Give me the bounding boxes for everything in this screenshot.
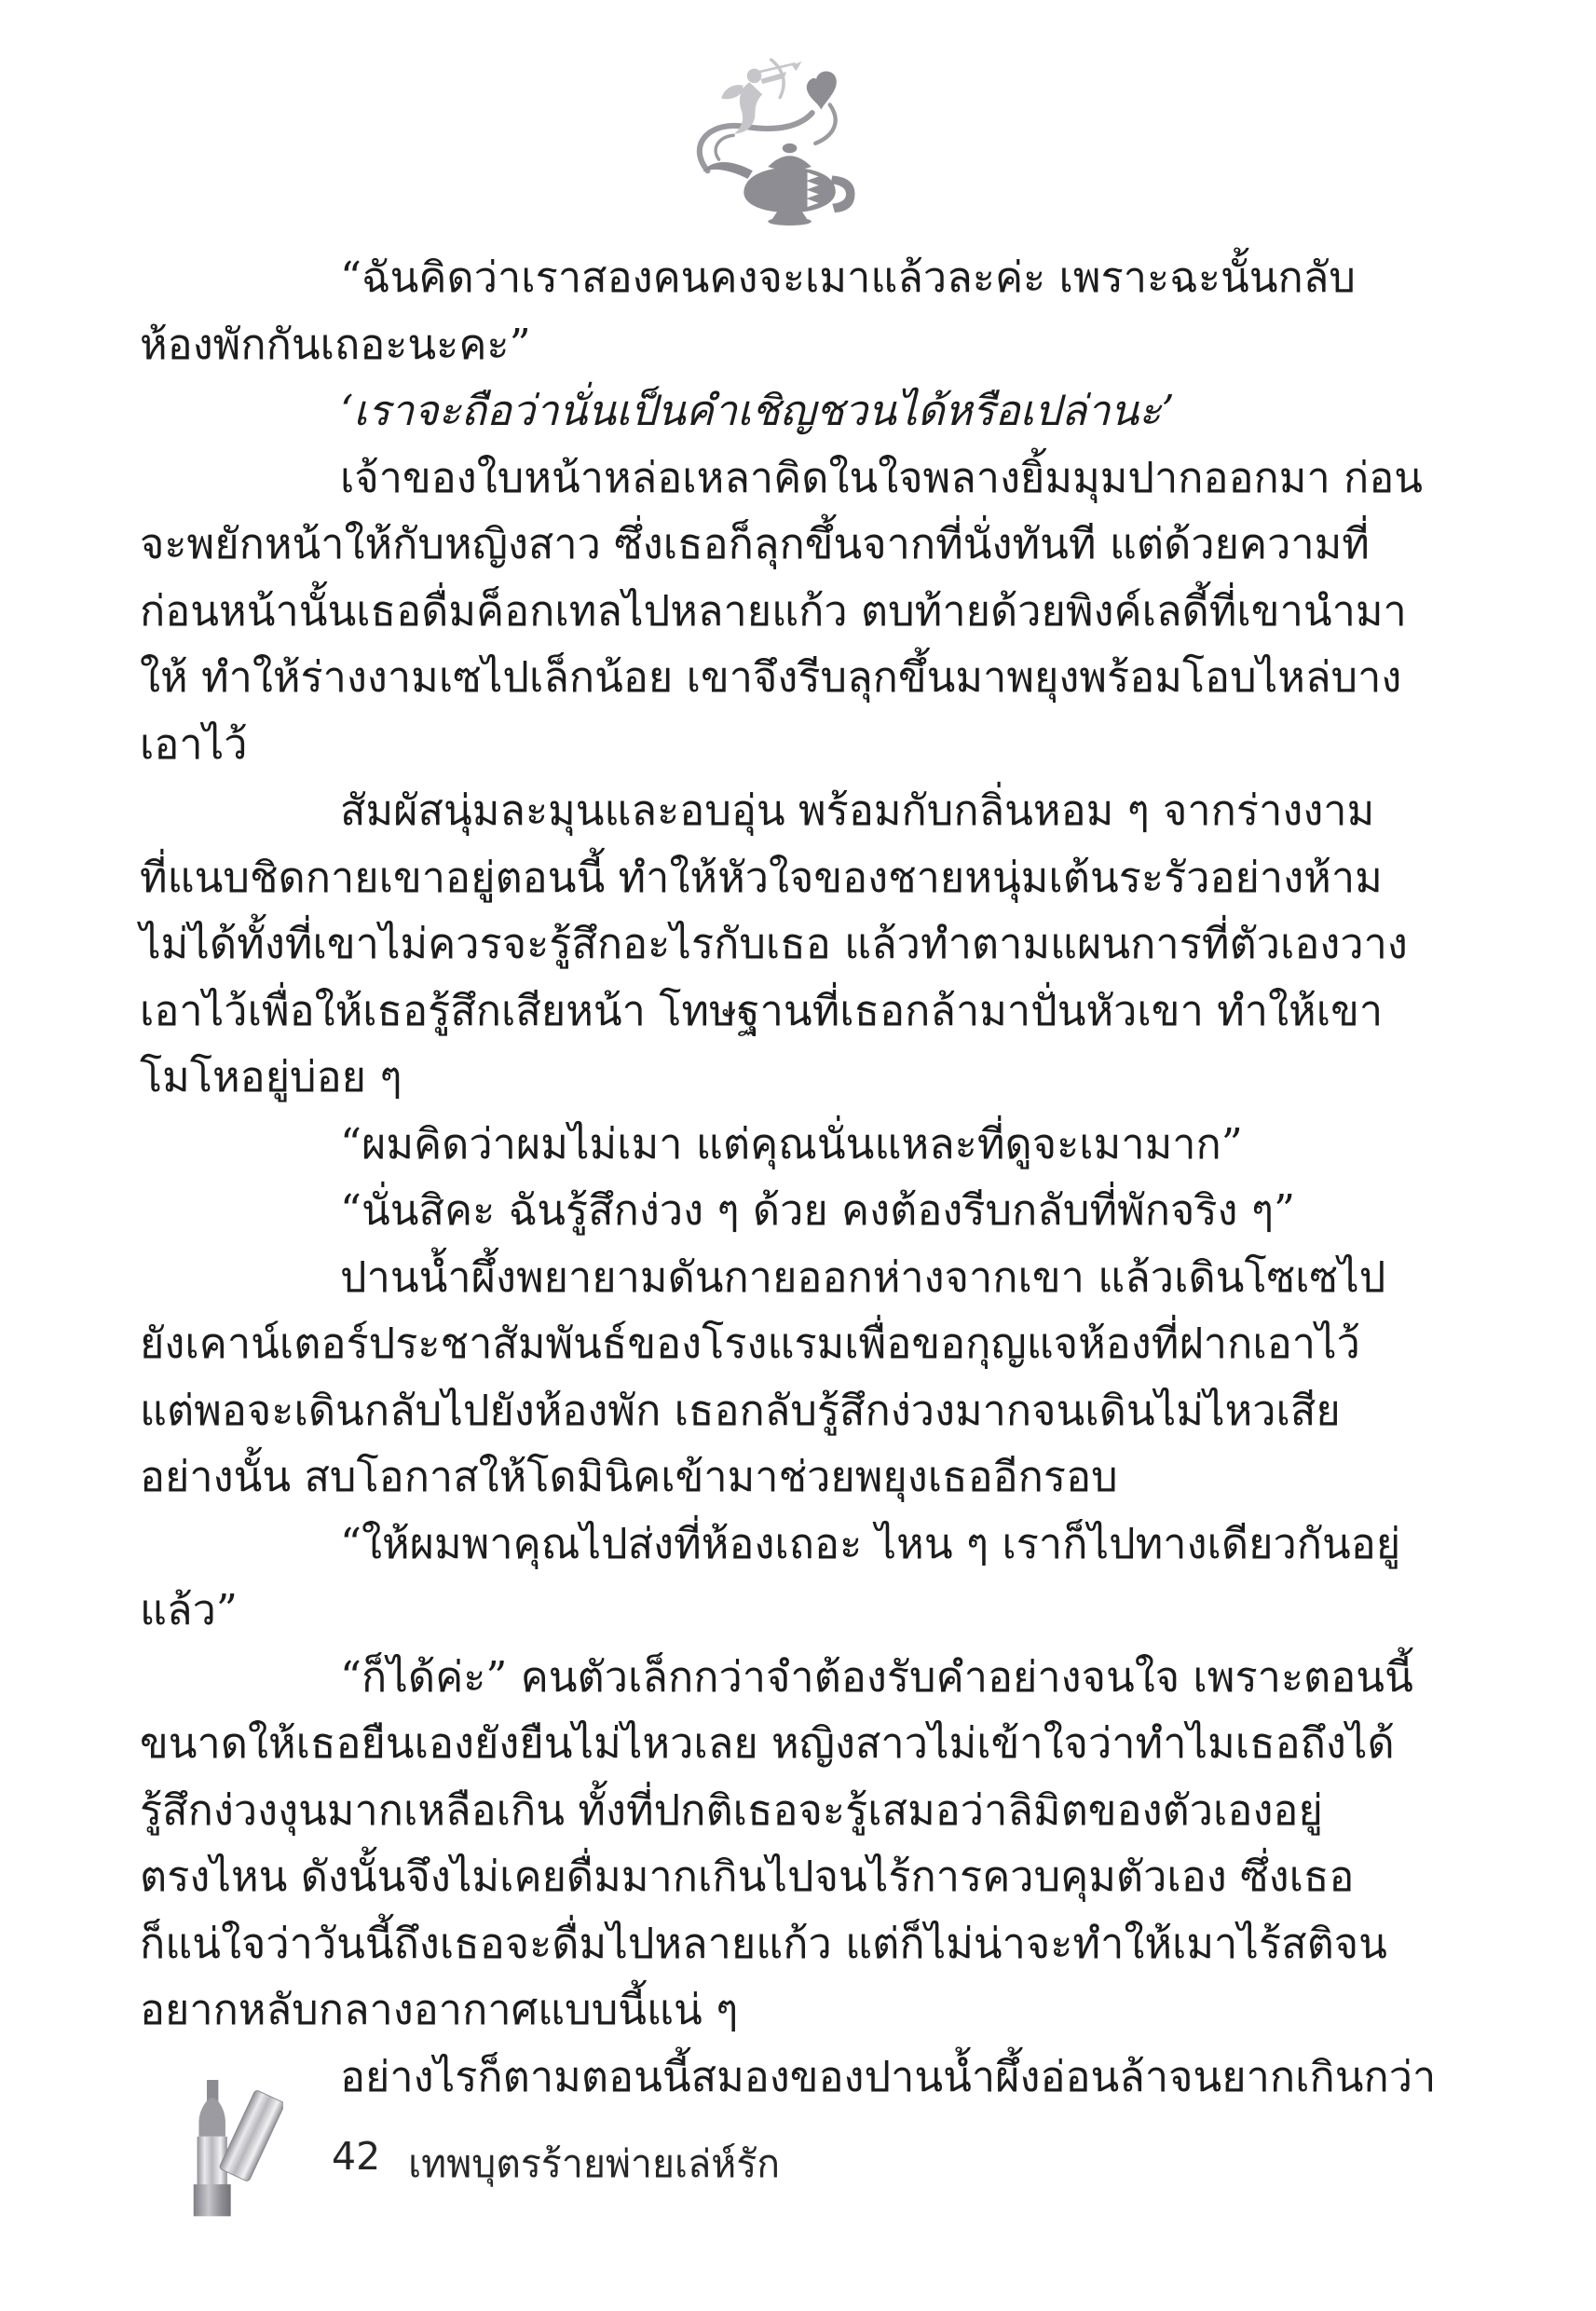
text-line: ให้ ทำให้ร่างงามเซไปเล็กน้อย เขาจึงรีบลุกขึ้นมาพยุงพร้อมโอบไหล่บาง (140, 652, 1402, 702)
text-line: “ฉันคิดว่าเราสองคนคงจะเมาแล้วละค่ะ เพราะฉะนั้นกลับ (340, 253, 1356, 302)
footer-text (332, 2134, 780, 2195)
body-text (140, 244, 1465, 2110)
text-line: “นั่นสิคะ ฉันรู้สึกง่วง ๆ ด้วย คงต้องรีบกลับที่พักจริง ๆ” (340, 1185, 1296, 1235)
text-line: ‘เราจะถือว่านั่นเป็นคำเชิญชวนได้หรือเปล่านะ’ (340, 386, 1175, 435)
text-line: อย่างนั้น สบโอกาสให้โดมินิคเข้ามาช่วยพยุงเธออีกรอบ (140, 1452, 1118, 1501)
text-line: “ให้ผมพาคุณไปส่งที่ห้องเถอะ ไหน ๆ เราก็ไปทางเดียวกันอยู่ (340, 1518, 1401, 1568)
text-line: ก่อนหน้านั้นเธอดื่มค็อกเทลไปหลายแก้ว ตบท้ายด้วยพิงค์เลดี้ที่เขานำมา (140, 585, 1407, 636)
text-line: ห้องพักกันเถอะนะคะ” (140, 319, 531, 369)
text-line: เอาไว้ (140, 718, 248, 769)
genie-lamp-ornament-icon (691, 48, 859, 226)
text-line: ไม่ได้ทั้งที่เขาไม่ควรจะรู้สึกอะไรกับเธอ แล้วทำตามแผนการที่ตัวเองวาง (140, 919, 1408, 968)
text-line: โมโหอยู่บ่อย ๆ (140, 1052, 402, 1101)
text-line: เอาไว้เพื่อให้เธอรู้สึกเสียหน้า โทษฐานที่เธอกล้ามาปั่นหัวเขา ทำให้เขา (140, 985, 1384, 1035)
page-footer (166, 2080, 780, 2222)
text-line: แล้ว” (140, 1585, 238, 1634)
text-line: “ผมคิดว่าผมไม่เมา แต่คุณนั่นแหละที่ดูจะเมามาก” (340, 1118, 1243, 1169)
text-line: รู้สึกง่วงงุนมากเหลือเกิน ทั้งที่ปกติเธอจะรู้เสมอว่าลิมิตของตัวเองอยู่ (140, 1785, 1323, 1835)
text-line: อยากหลับกลางอากาศแบบนี้แน่ ๆ (140, 1985, 739, 2034)
text-line: เจ้าของใบหน้าหล่อเหลาคิดในใจพลางยิ้มมุมปากออกมา ก่อน (340, 452, 1424, 502)
text-line: แต่พอจะเดินกลับไปยังห้องพัก เธอกลับรู้สึกง่วงมากจนเดินไม่ไหวเสีย (140, 1385, 1341, 1435)
text-line: ก็แน่ใจว่าวันนี้ถึงเธอจะดื่มไปหลายแก้ว แต่ก็ไม่น่าจะทำให้เมาไร้สติจน (140, 1918, 1387, 1968)
text-line: ยังเคาน์เตอร์ประชาสัมพันธ์ของโรงแรมเพื่อขอกุญแจห้องที่ฝากเอาไว้ (140, 1319, 1360, 1368)
text-line: ที่แนบชิดกายเขาอยู่ตอนนี้ ทำให้หัวใจของชายหนุ่มเต้นระรัวอย่างห้าม (140, 852, 1383, 902)
text-line: ตรงไหน ดังนั้นจึงไม่เคยดื่มมากเกินไปจนไร้การควบคุมตัวเอง ซึ่งเธอ (140, 1852, 1355, 1901)
text-line: “ก็ได้ค่ะ” คนตัวเล็กกว่าจำต้องรับคำอย่างจนใจ เพราะตอนนี้ (340, 1651, 1413, 1702)
book-title: เทพบุตรร้ายพ่ายเล่ห์รัก (408, 2141, 781, 2186)
lipstick-graphic (166, 2080, 283, 2222)
genie-lamp-graphic (691, 48, 859, 226)
text-line: ขนาดให้เธอยืนเองยังยืนไม่ไหวเลย หญิงสาวไม่เข้าใจว่าทำไมเธอถึงได้ (140, 1718, 1395, 1768)
text-line: อย่างไรก็ตามตอนนี้สมองของปานน้ำผึ้งอ่อนล้าจนยากเกินกว่า (340, 2051, 1437, 2101)
text-line: จะพยักหน้าให้กับหญิงสาว ซึ่งเธอก็ลุกขึ้นจากที่นั่งทันที แต่ด้วยความที่ (140, 519, 1370, 568)
text-line: สัมผัสนุ่มละมุนและอบอุ่น พร้อมกับกลิ่นหอม ๆ จากร่างงาม (340, 786, 1375, 835)
lipstick-icon (166, 2080, 283, 2222)
page-number: 42 (332, 2134, 381, 2179)
text-line: ปานน้ำผึ้งพยายามดันกายออกห่างจากเขา แล้วเดินโซเซไป (340, 1251, 1386, 1302)
